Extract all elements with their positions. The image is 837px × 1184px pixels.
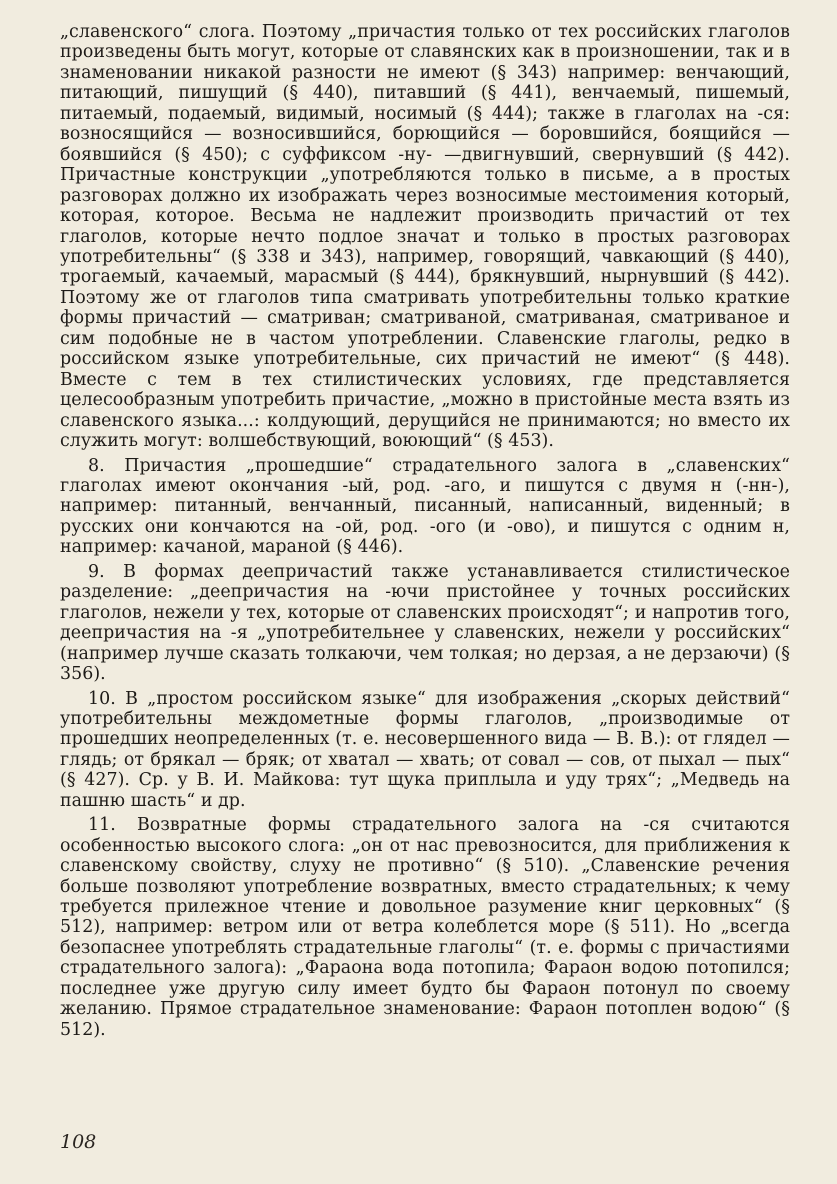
paragraph-2: 8. Причастия „прошедшие“ страдательного залога в „славенских“ глаголах имеют окончания -ый, род. -аго, и пишутся с двумя н (-нн-), например: питанный, венчанный, писанный, написанный, виденный; в русских они кончаются на -ой, род. -ого (и -ово), и пишутся с одним н, например: качаной, мараной (§ 446). bbox=[60, 455, 790, 558]
page-number: 108 bbox=[60, 1131, 97, 1153]
page-text bbox=[60, 22, 790, 1040]
paragraph-1: „славенского“ слога. Поэтому „причастия только от тех российских глаголов произведены быть могут, которые от славянских как в произношении, так и в знаменовании никакой разности не имеют (§ 343) например: венчающий, питающий, пишущий (§ 440), питавший (§ 441), венчаемый, пишемый, питаемый, подаемый, видимый, носимый (§ 444); также в глаголах на -ся: возносящийся — возносившийся, борющийся — боровшийся, боящийся — боявшийся (§ 450); с суффиксом -ну- —двигнувший, свернувший (§ 442). Причастные конструкции „употребляются только в письме, а в простых разговорах должно их изображать через возносимые местоимения который, которая, которое. Весьма не надлежит производить причастий от тех глаголов, которые нечто подлое значат и только в простых разговорах употребительны“ (§ 338 и 343), например, говорящий, чавкающий (§ 440), трогаемый, качаемый, марасмый (§ 444), брякнувший, нырнувший (§ 442). Поэтому же от глаголов типа сматривать употребительны только краткие формы причастий — сматриван; сматриваной, сматриваная, сматриваное и сим подобные не в частом употреблении. Славенские глаголы, редко в российском языке употребительные, сих причастий не имеют“ (§ 448). Вместе с тем в тех стилистических условиях, где представляется целесообразным употребить причастие, „можно в пристойные места взять из славенского языка...: колдующий, дерущийся не принимаются; но вместо их служить могут: волшебствующий, воюющий“ (§ 453). bbox=[60, 22, 790, 452]
paragraph-4: 10. В „простом российском языке“ для изображения „скорых действий“ употребительны междометные формы глаголов, „производимые от прошедших неопределенных (т. е. несовершенного вида — В. В.): от глядел — глядь; от брякал — бряк; от хватал — хвать; от совал — сов, от пыхал — пых“ (§ 427). Ср. у В. И. Майкова: тут щука приплыла и уду трях“; „Медведь на пашню шасть“ и др. bbox=[60, 688, 790, 811]
paragraph-3: 9. В формах деепричастий также устанавливается стилистическое разделение: „деепричастия на -ючи пристойнее у точных российских глаголов, нежели у тех, которые от славенских происходят“; и напротив того, деепричастия на -я „употребительнее у славенских, нежели у российских“ (например лучше сказать толкаючи, чем толкая; но дерзая, а не дерзаючи) (§ 356). bbox=[60, 561, 790, 685]
paragraph-5: 11. Возвратные формы страдательного залога на -ся считаются особенностью высокого слога: „он от нас превозносится, для приближения к славенскому свойству, слуху не противно“ (§ 510). „Славенские речения больше позволяют употребление возвратных, вместо страдательных; к чему требуется прилежное чтение и довольное разумение книг церковных“ (§ 512), например: ветром или от ветра колеблется море (§ 511). Но „всегда безопаснее употреблять страдательные глаголы“ (т. е. формы с причастиями страдательного залога): „Фараона вода потопила; Фараон водою потопился; последнее уже другую силу имеет будто бы Фараон потонул по своему желанию. Прямое страдательное знаменование: Фараон потоплен водою“ (§ 512). bbox=[60, 815, 790, 1040]
